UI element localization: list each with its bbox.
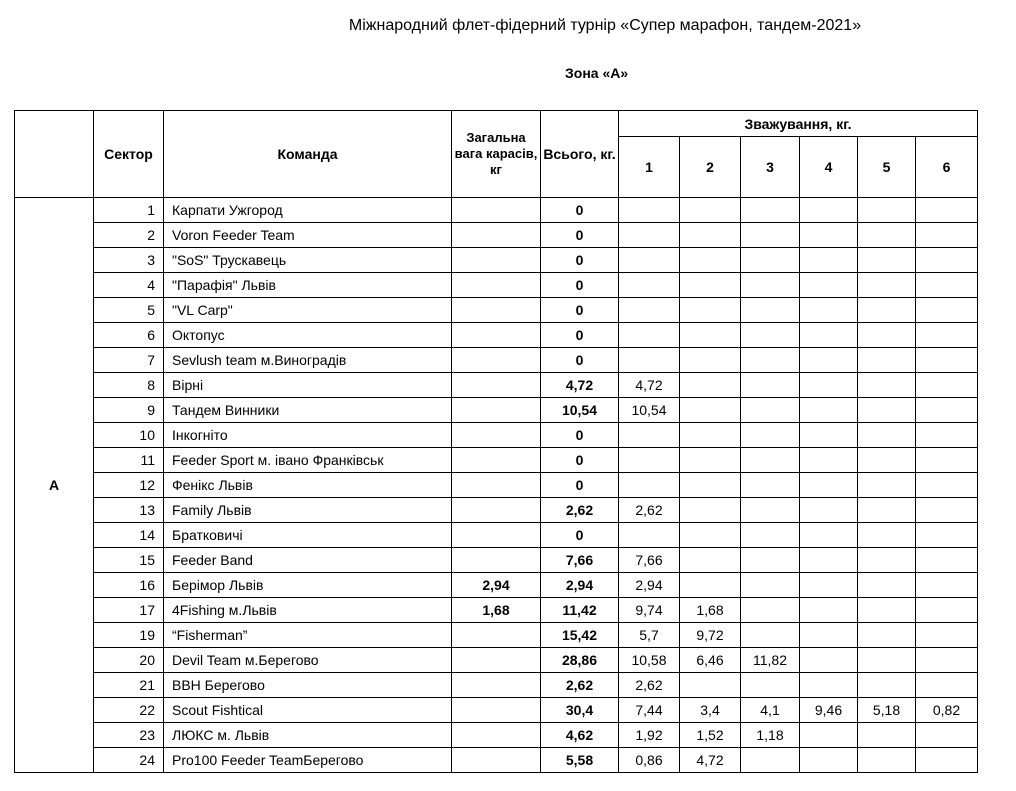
weighing-cell: 7,44: [619, 698, 680, 723]
weighing-cell: [680, 323, 741, 348]
table-row: [15, 248, 978, 273]
weighing-cell: 2,62: [619, 673, 680, 698]
table-row: [15, 748, 978, 773]
total-cell: 15,42: [541, 623, 619, 648]
team-cell: Вірні: [164, 373, 452, 398]
general-weight-cell: [452, 273, 541, 298]
team-cell: Sevlush team м.Виноградів: [164, 348, 452, 373]
weighing-cell: [858, 548, 916, 573]
total-cell: 5,58: [541, 748, 619, 773]
weighing-cell: [858, 498, 916, 523]
general-weight-cell: [452, 423, 541, 448]
sector-cell: 11: [94, 448, 164, 473]
weighing-cell: [916, 623, 978, 648]
weighing-cell: [916, 548, 978, 573]
total-cell: 4,72: [541, 373, 619, 398]
general-weight-cell: [452, 198, 541, 223]
weighings-header: Зважування, кг.: [619, 111, 978, 137]
general-weight-cell: 1,68: [452, 598, 541, 623]
general-weight-cell: [452, 548, 541, 573]
total-cell: 0: [541, 323, 619, 348]
general-weight-cell: [452, 748, 541, 773]
weighing-cell: 11,82: [741, 648, 800, 673]
total-cell: 2,62: [541, 498, 619, 523]
weighing-cell: [916, 223, 978, 248]
weighing-cell: [858, 473, 916, 498]
weighing-cell: [858, 648, 916, 673]
total-cell: 28,86: [541, 648, 619, 673]
total-cell: 0: [541, 348, 619, 373]
general-weight-cell: [452, 323, 541, 348]
weighing-cell: [680, 448, 741, 473]
weighing-cell: [619, 273, 680, 298]
team-cell: Фенікс Львів: [164, 473, 452, 498]
table-row: [15, 423, 978, 448]
weighing-cell: [741, 598, 800, 623]
weighing-cell: [741, 473, 800, 498]
total-cell: 11,42: [541, 598, 619, 623]
team-header: Команда: [164, 111, 452, 198]
table-row: [15, 273, 978, 298]
sector-cell: 14: [94, 523, 164, 548]
sector-cell: 10: [94, 423, 164, 448]
weighing-cell: [741, 523, 800, 548]
weighing-cell: [619, 523, 680, 548]
table-row: [15, 473, 978, 498]
weighing-cell: [741, 548, 800, 573]
weighing-cell: [916, 373, 978, 398]
sector-cell: 4: [94, 273, 164, 298]
table-row: [15, 598, 978, 623]
weighing-cell: [680, 548, 741, 573]
weighing-cell: [741, 223, 800, 248]
weighing-cell: [800, 298, 858, 323]
weighing-cell: [858, 673, 916, 698]
team-cell: Voron Feeder Team: [164, 223, 452, 248]
team-cell: “Fisherman”: [164, 623, 452, 648]
sector-cell: 15: [94, 548, 164, 573]
weighing-cell: [800, 723, 858, 748]
team-cell: Інкогніто: [164, 423, 452, 448]
weighing-cell: [619, 223, 680, 248]
table-row: [15, 498, 978, 523]
weighing-cell: [916, 498, 978, 523]
table-row: [15, 573, 978, 598]
weighing-cell: [741, 373, 800, 398]
team-cell: 4Fishing м.Львів: [164, 598, 452, 623]
weighing-cell: [680, 473, 741, 498]
weighing-cell: [680, 223, 741, 248]
team-cell: "Парафія" Львів: [164, 273, 452, 298]
weighing-cell: [800, 348, 858, 373]
weighing-cell: 4,72: [619, 373, 680, 398]
weighing-cell: [800, 598, 858, 623]
weigh-1-header: 1: [619, 137, 680, 198]
weighing-cell: [741, 398, 800, 423]
general-weight-cell: [452, 473, 541, 498]
sector-header: Сектор: [94, 111, 164, 198]
weighing-cell: [619, 298, 680, 323]
weighing-cell: [916, 448, 978, 473]
weighing-cell: [619, 198, 680, 223]
weighing-cell: [680, 298, 741, 323]
weighing-cell: [916, 748, 978, 773]
table-row: [15, 523, 978, 548]
weighing-cell: [741, 448, 800, 473]
team-cell: Devil Team м.Берегово: [164, 648, 452, 673]
weighing-cell: [741, 198, 800, 223]
weighing-cell: [680, 398, 741, 423]
weighing-cell: [858, 273, 916, 298]
sector-cell: 7: [94, 348, 164, 373]
general-weight-cell: [452, 623, 541, 648]
team-cell: "VL Carp": [164, 298, 452, 323]
table-row: [15, 673, 978, 698]
team-cell: Братковичі: [164, 523, 452, 548]
table-row: [15, 298, 978, 323]
weighing-cell: 2,62: [619, 498, 680, 523]
general-weight-cell: [452, 298, 541, 323]
weighing-cell: [619, 448, 680, 473]
weighing-cell: [916, 348, 978, 373]
weighing-cell: [916, 198, 978, 223]
sector-cell: 16: [94, 573, 164, 598]
weighing-cell: 5,18: [858, 698, 916, 723]
general-weight-cell: [452, 223, 541, 248]
total-cell: 7,66: [541, 548, 619, 573]
weighing-cell: [916, 423, 978, 448]
weighing-cell: [800, 748, 858, 773]
weighing-cell: [800, 323, 858, 348]
total-cell: 0: [541, 448, 619, 473]
weighing-cell: [800, 223, 858, 248]
sector-cell: 13: [94, 498, 164, 523]
general-weight-cell: [452, 723, 541, 748]
weighing-cell: [619, 348, 680, 373]
sector-cell: 2: [94, 223, 164, 248]
weighing-cell: [916, 323, 978, 348]
weighing-cell: [858, 598, 916, 623]
sector-cell: 3: [94, 248, 164, 273]
team-cell: ЛЮКС м. Львів: [164, 723, 452, 748]
weighing-cell: [680, 673, 741, 698]
weighing-cell: [916, 673, 978, 698]
weighing-cell: [680, 573, 741, 598]
weighing-cell: [916, 298, 978, 323]
total-header: Всього, кг.: [541, 111, 619, 198]
results-body: [15, 198, 978, 773]
sector-cell: 23: [94, 723, 164, 748]
weigh-4-header: 4: [800, 137, 858, 198]
weighing-cell: [916, 598, 978, 623]
weighing-cell: 1,52: [680, 723, 741, 748]
weighing-cell: 9,74: [619, 598, 680, 623]
weighing-cell: [741, 423, 800, 448]
weighing-cell: 2,94: [619, 573, 680, 598]
weighing-cell: [800, 623, 858, 648]
weighing-cell: 5,7: [619, 623, 680, 648]
table-row: [15, 623, 978, 648]
zone-header-cell: [15, 111, 94, 198]
weighing-cell: [800, 523, 858, 548]
weighing-cell: [800, 498, 858, 523]
team-cell: "SoS" Трускавець: [164, 248, 452, 273]
weighing-cell: [619, 423, 680, 448]
weighing-cell: [800, 473, 858, 498]
weighing-cell: [800, 373, 858, 398]
weighing-cell: 9,46: [800, 698, 858, 723]
weighing-cell: [858, 223, 916, 248]
weighing-cell: [741, 673, 800, 698]
weighing-cell: [800, 423, 858, 448]
weighing-cell: [858, 298, 916, 323]
team-cell: Scout Fishtical: [164, 698, 452, 723]
table-row: [15, 323, 978, 348]
weighing-cell: [858, 523, 916, 548]
weighing-cell: [858, 723, 916, 748]
total-cell: 0: [541, 298, 619, 323]
weigh-2-header: 2: [680, 137, 741, 198]
sector-cell: 24: [94, 748, 164, 773]
team-cell: Family Львів: [164, 498, 452, 523]
table-row: [15, 398, 978, 423]
weighing-cell: [916, 723, 978, 748]
team-cell: Pro100 Feeder TeamБерегово: [164, 748, 452, 773]
total-cell: 0: [541, 423, 619, 448]
weighing-cell: [741, 298, 800, 323]
weighing-cell: 0,82: [916, 698, 978, 723]
sector-cell: 21: [94, 673, 164, 698]
general-weight-cell: [452, 698, 541, 723]
sector-cell: 17: [94, 598, 164, 623]
weighing-cell: [741, 248, 800, 273]
weigh-6-header: 6: [916, 137, 978, 198]
sector-cell: 19: [94, 623, 164, 648]
weighing-cell: [858, 323, 916, 348]
weighing-cell: [741, 273, 800, 298]
weighing-cell: 10,54: [619, 398, 680, 423]
weighing-cell: [680, 198, 741, 223]
weighing-cell: [858, 423, 916, 448]
weighing-cell: [858, 348, 916, 373]
weighing-cell: [800, 398, 858, 423]
document-title: Міжнародний флет-фідерний турнір «Супер марафон, тандем-2021»: [348, 17, 862, 34]
weighing-cell: [858, 448, 916, 473]
weighing-cell: [800, 673, 858, 698]
weighing-cell: [858, 248, 916, 273]
weighing-cell: [916, 273, 978, 298]
general-weight-cell: [452, 498, 541, 523]
total-cell: 10,54: [541, 398, 619, 423]
results-table: [14, 110, 978, 773]
general-weight-cell: [452, 523, 541, 548]
weighing-cell: 10,58: [619, 648, 680, 673]
weighing-cell: [741, 498, 800, 523]
total-cell: 0: [541, 273, 619, 298]
team-cell: Октопус: [164, 323, 452, 348]
weighing-cell: 6,46: [680, 648, 741, 673]
total-cell: 30,4: [541, 698, 619, 723]
total-cell: 0: [541, 198, 619, 223]
table-row: [15, 723, 978, 748]
total-cell: 0: [541, 473, 619, 498]
weighing-cell: [741, 348, 800, 373]
weighing-cell: [741, 748, 800, 773]
weighing-cell: [680, 373, 741, 398]
weighing-cell: [619, 248, 680, 273]
general-weight-cell: 2,94: [452, 573, 541, 598]
weighing-cell: [680, 273, 741, 298]
team-cell: Feeder Sport м. івано Франківськ: [164, 448, 452, 473]
general-weight-cell: [452, 348, 541, 373]
weighing-cell: 3,4: [680, 698, 741, 723]
total-cell: 2,62: [541, 673, 619, 698]
table-row: [15, 348, 978, 373]
weighing-cell: [741, 323, 800, 348]
total-cell: 4,62: [541, 723, 619, 748]
weighing-cell: [680, 498, 741, 523]
weighing-cell: [916, 648, 978, 673]
weighing-cell: [800, 573, 858, 598]
general-weight-cell: [452, 248, 541, 273]
weighing-cell: [741, 573, 800, 598]
table-row: [15, 223, 978, 248]
weighing-cell: [800, 198, 858, 223]
sector-cell: 5: [94, 298, 164, 323]
sector-cell: 9: [94, 398, 164, 423]
weighing-cell: [858, 373, 916, 398]
weighing-cell: [916, 523, 978, 548]
weighing-cell: [619, 473, 680, 498]
weighing-cell: [800, 548, 858, 573]
weighing-cell: [916, 398, 978, 423]
weighing-cell: 4,72: [680, 748, 741, 773]
total-cell: 0: [541, 523, 619, 548]
weighing-cell: [680, 523, 741, 548]
team-cell: Тандем Винники: [164, 398, 452, 423]
zone-label: А: [15, 198, 94, 773]
table-row: [15, 648, 978, 673]
weighing-cell: [916, 473, 978, 498]
table-row: [15, 448, 978, 473]
total-cell: 2,94: [541, 573, 619, 598]
weigh-5-header: 5: [858, 137, 916, 198]
weighing-cell: [800, 248, 858, 273]
table-row: [15, 548, 978, 573]
sector-cell: 20: [94, 648, 164, 673]
weighing-cell: [680, 423, 741, 448]
weighing-cell: [858, 573, 916, 598]
sector-cell: 1: [94, 198, 164, 223]
weighing-cell: [680, 248, 741, 273]
general-weight-cell: [452, 398, 541, 423]
weighing-cell: [858, 748, 916, 773]
weighing-cell: [916, 248, 978, 273]
general-weight-cell: [452, 673, 541, 698]
team-cell: ВВН Берегово: [164, 673, 452, 698]
sector-cell: 22: [94, 698, 164, 723]
weighing-cell: 1,68: [680, 598, 741, 623]
weighing-cell: 4,1: [741, 698, 800, 723]
general-weight-cell: [452, 448, 541, 473]
team-cell: Feeder Band: [164, 548, 452, 573]
weighing-cell: [916, 573, 978, 598]
sector-cell: 6: [94, 323, 164, 348]
sector-cell: 8: [94, 373, 164, 398]
weighing-cell: 7,66: [619, 548, 680, 573]
total-cell: 0: [541, 248, 619, 273]
weighing-cell: [800, 273, 858, 298]
general-weight-cell: [452, 648, 541, 673]
weighing-cell: [858, 623, 916, 648]
team-cell: Карпати Ужгород: [164, 198, 452, 223]
weighing-cell: 1,92: [619, 723, 680, 748]
table-row: [15, 698, 978, 723]
weighing-cell: [858, 198, 916, 223]
weighing-cell: [741, 623, 800, 648]
zone-title: Зона «А»: [565, 65, 629, 81]
weighing-cell: [858, 398, 916, 423]
weighing-cell: 0,86: [619, 748, 680, 773]
weighing-cell: 1,18: [741, 723, 800, 748]
weighing-cell: [800, 448, 858, 473]
sector-cell: 12: [94, 473, 164, 498]
weigh-3-header: 3: [741, 137, 800, 198]
table-row: [15, 198, 978, 223]
weighing-cell: [800, 648, 858, 673]
weighing-cell: 9,72: [680, 623, 741, 648]
team-cell: Берімор Львів: [164, 573, 452, 598]
general-weight-header: Загальна вага карасів, кг: [452, 111, 541, 198]
weighing-cell: [619, 323, 680, 348]
total-cell: 0: [541, 223, 619, 248]
weighing-cell: [680, 348, 741, 373]
table-row: [15, 373, 978, 398]
general-weight-cell: [452, 373, 541, 398]
